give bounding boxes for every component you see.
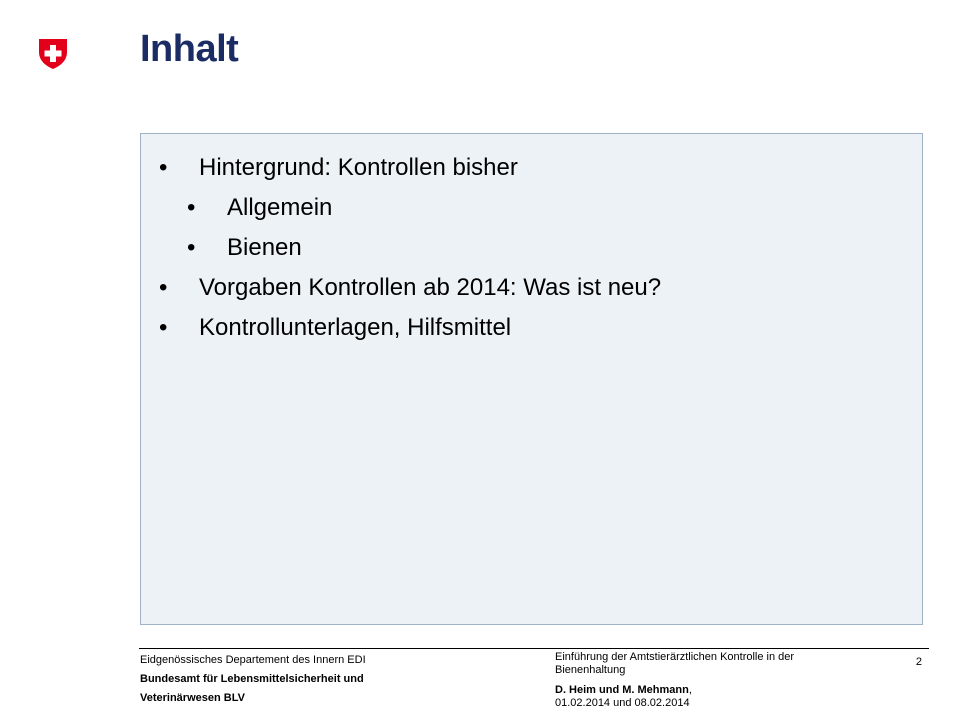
bullet-item [159,314,661,341]
authors-suffix: , [688,684,692,696]
bullet-list [159,154,661,354]
bullet-item [159,274,661,301]
swiss-coat-of-arms-icon [38,38,68,70]
authors: D. Heim und M. Mehmann [555,684,689,696]
bullet-text: Hintergrund: Kontrollen bisher [199,154,518,181]
content-box [140,133,923,625]
bullet-item [159,154,661,181]
presentation-title-line2: Bienenhaltung [555,664,626,676]
bullet-text: Allgemein [227,194,333,221]
bullet-icon: • [159,274,168,301]
bullet-text: Vorgaben Kontrollen ab 2014: Was ist neu? [199,274,662,301]
footer-divider [139,648,929,649]
bullet-text: Bienen [227,234,302,261]
presentation-title-line1: Einführung der Amtstierärztlichen Kontrolle in der [555,651,795,663]
page-number: 2 [915,656,922,668]
department-name: Eidgenössisches Departement des Innern EDI [140,654,366,666]
slide-title: Inhalt [140,28,239,70]
bullet-icon: • [159,314,168,341]
authors-line [555,684,855,697]
footer-organization [140,651,440,708]
bullet-item [159,234,661,261]
office-name-line1: Bundesamt für Lebensmittelsicherheit und [140,673,364,685]
bullet-text: Kontrollunterlagen, Hilfsmittel [199,314,512,341]
bullet-icon: • [187,234,196,261]
bullet-icon: • [159,154,168,181]
bullet-icon: • [187,194,196,221]
presentation-dates: 01.02.2014 und 08.02.2014 [555,697,690,709]
footer-presentation-info [555,651,855,710]
office-name-line2: Veterinärwesen BLV [140,692,245,704]
bullet-item [159,194,661,221]
